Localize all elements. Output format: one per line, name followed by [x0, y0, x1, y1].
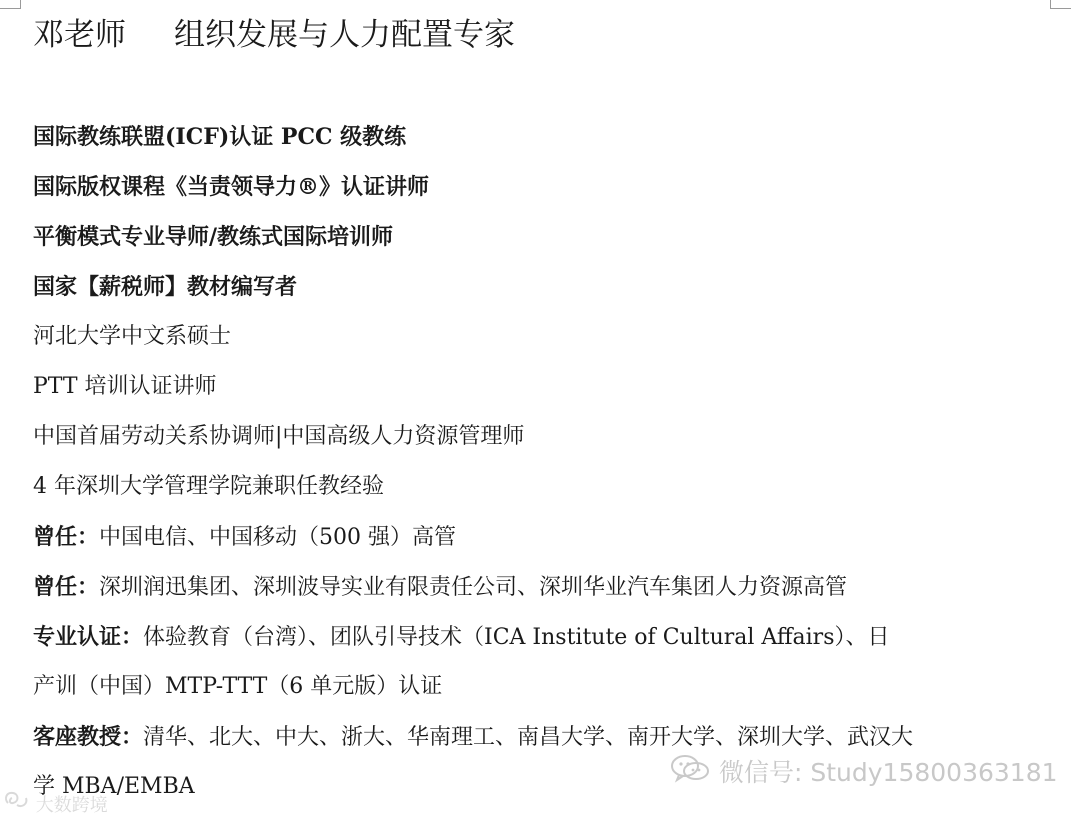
- swirl-logo-icon: [2, 795, 36, 816]
- entry-text: 体验教育（台湾）、团队引导技术（ICA Institute of Cultural Affairs）、日: [143, 625, 890, 650]
- entry-label: 客座教授：: [33, 724, 144, 750]
- credential-line-4: 国家【薪税师】教材编写者: [33, 274, 298, 300]
- experience-entry-1: [33, 522, 456, 553]
- professional-certification-entry: [33, 622, 890, 653]
- experience-entry-2: [33, 572, 847, 603]
- visiting-professor-entry: [33, 722, 913, 753]
- teaching-experience-line: 4 年深圳大学管理学院兼职任教经验: [33, 474, 384, 499]
- professional-certification-continuation: 产训（中国）MTP-TTT（6 单元版）认证: [33, 674, 443, 699]
- entry-text: 中国电信、中国移动（500 强）高管: [99, 525, 457, 550]
- credential-line-1: 国际教练联盟(ICF)认证 PCC 级教练: [33, 124, 407, 150]
- left-watermark-text: 大数跨境: [35, 795, 108, 816]
- title-name: 邓老师: [33, 17, 126, 53]
- entry-label: 曾任：: [33, 574, 100, 600]
- right-watermark-text: 微信号: Study15800363181: [719, 758, 1058, 787]
- visiting-professor-continuation: 学 MBA/EMBA: [33, 774, 195, 799]
- right-watermark: [669, 753, 1058, 789]
- entry-label: 专业认证：: [33, 624, 144, 650]
- qualification-line: 中国首届劳动关系协调师|中国高级人力资源管理师: [33, 424, 525, 449]
- entry-label: 曾任：: [33, 524, 100, 550]
- credential-line-2: 国际版权课程《当责领导力®》认证讲师: [33, 174, 430, 200]
- page-corner-mark-left: [0, 0, 21, 9]
- certification-line: PTT 培训认证讲师: [33, 374, 217, 399]
- page-corner-mark-right: [1050, 0, 1071, 9]
- credential-line-3: 平衡模式专业导师/教练式国际培训师: [33, 224, 394, 250]
- document-title: [33, 12, 515, 58]
- entry-text: 清华、北大、中大、浙大、华南理工、南昌大学、南开大学、深圳大学、武汉大: [143, 725, 914, 750]
- wechat-icon: [669, 753, 711, 789]
- title-role: 组织发展与人力配置专家: [174, 17, 515, 53]
- education-line: 河北大学中文系硕士: [33, 324, 232, 349]
- left-watermark: [2, 789, 108, 817]
- entry-text: 深圳润迅集团、深圳波导实业有限责任公司、深圳华业汽车集团人力资源高管: [99, 575, 848, 600]
